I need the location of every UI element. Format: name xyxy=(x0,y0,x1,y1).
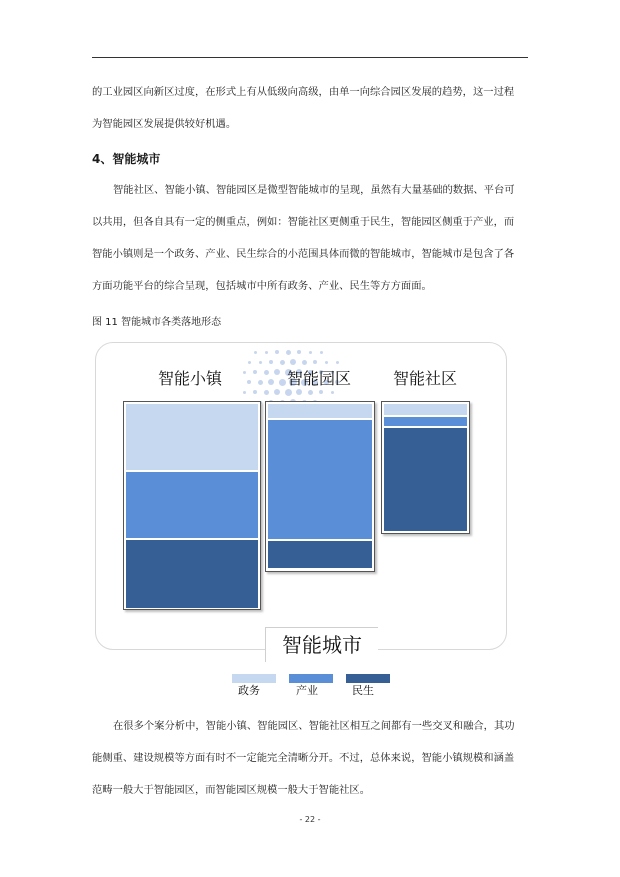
stack-park xyxy=(265,401,375,572)
stack-segment-产业 xyxy=(384,417,467,426)
section-heading: 4、智能城市 xyxy=(92,152,161,166)
decorative-dot xyxy=(274,369,280,375)
decorative-dot xyxy=(274,389,280,395)
column-title-park: 智能园区 xyxy=(287,369,352,388)
paragraph-line: 为智能园区发展提供较好机遇。 xyxy=(92,118,237,130)
stack-segment-产业 xyxy=(126,472,258,538)
paragraph-line: 方面功能平台的综合呈现，包括城市中所有政务、产业、民生等方方面面。 xyxy=(92,280,432,292)
figure-bottom-label: 智能城市 xyxy=(265,627,378,662)
decorative-dot xyxy=(253,390,257,394)
decorative-dot xyxy=(319,390,323,394)
stack-community xyxy=(381,401,470,534)
decorative-dot xyxy=(269,360,273,364)
decorative-dot xyxy=(325,361,328,364)
legend-label-industry: 产业 xyxy=(296,684,318,697)
decorative-dot xyxy=(264,370,269,375)
decorative-dot xyxy=(320,351,323,354)
legend-label-government: 政务 xyxy=(238,684,260,697)
decorative-dot xyxy=(265,351,268,354)
column-title-community: 智能社区 xyxy=(393,369,458,388)
stack-segment-民生 xyxy=(384,428,467,531)
stack-segment-政务 xyxy=(126,404,258,470)
decorative-dot xyxy=(243,371,246,374)
paragraph-line: 智能小镇则是一个政务、产业、民生综合的小范围具体而微的智能城市，智能城市是包含了各 xyxy=(92,248,515,260)
decorative-dot xyxy=(302,360,307,365)
decorative-dot xyxy=(297,350,301,354)
decorative-dot xyxy=(280,360,285,365)
decorative-dot xyxy=(248,361,251,364)
decorative-dot xyxy=(259,361,262,364)
decorative-dot xyxy=(290,359,296,365)
stack-town xyxy=(123,401,261,610)
paragraph-line: 以共用，但各自具有一定的侧重点，例如：智能社区更侧重于民生，智能园区侧重于产业，而 xyxy=(92,216,515,228)
decorative-dot xyxy=(308,390,313,395)
page-number: - 22 - xyxy=(299,815,321,824)
stack-segment-民生 xyxy=(268,541,372,568)
column-title-town: 智能小镇 xyxy=(158,369,223,388)
decorative-dot xyxy=(313,360,317,364)
decorative-dot xyxy=(279,379,286,386)
decorative-dot xyxy=(247,380,251,384)
decorative-dot xyxy=(275,350,279,354)
decorative-dot xyxy=(331,391,334,394)
decorative-dot xyxy=(264,390,269,395)
decorative-dot xyxy=(336,361,339,364)
decorative-dot xyxy=(285,389,292,396)
paragraph-line: 能侧重、建设规模等方面有时不一定能完全清晰分开。不过，总体来说，智能小镇规模和涵盖 xyxy=(92,752,515,764)
decorative-dot xyxy=(309,351,312,354)
decorative-dot xyxy=(243,391,246,394)
decorative-dot xyxy=(258,380,263,385)
stack-segment-政务 xyxy=(384,404,467,415)
decorative-dot xyxy=(268,379,274,385)
stack-segment-产业 xyxy=(268,420,372,539)
paragraph-line: 的工业园区向新区过度，在形式上有从低级向高级，由单一向综合园区发展的趋势，这一过程 xyxy=(92,86,515,98)
paragraph-line: 智能社区、智能小镇、智能园区是微型智能城市的呈现，虽然有大量基础的数据、平台可 xyxy=(113,184,515,196)
legend-label-livelihood: 民生 xyxy=(352,684,374,697)
decorative-dot xyxy=(253,370,257,374)
figure-caption: 图 11 智能城市各类落地形态 xyxy=(92,317,222,328)
decorative-dot xyxy=(296,389,302,395)
stack-segment-民生 xyxy=(126,540,258,608)
paragraph-line: 范畴一般大于智能园区，而智能园区规模一般大于智能社区。 xyxy=(92,784,371,796)
decorative-dot xyxy=(254,351,257,354)
stack-segment-政务 xyxy=(268,404,372,418)
header-rule xyxy=(92,57,528,58)
decorative-dot xyxy=(286,350,291,355)
paragraph-line: 在很多个案分析中，智能小镇、智能园区、智能社区相互之间都有一些交叉和融合，其功 xyxy=(113,720,515,732)
